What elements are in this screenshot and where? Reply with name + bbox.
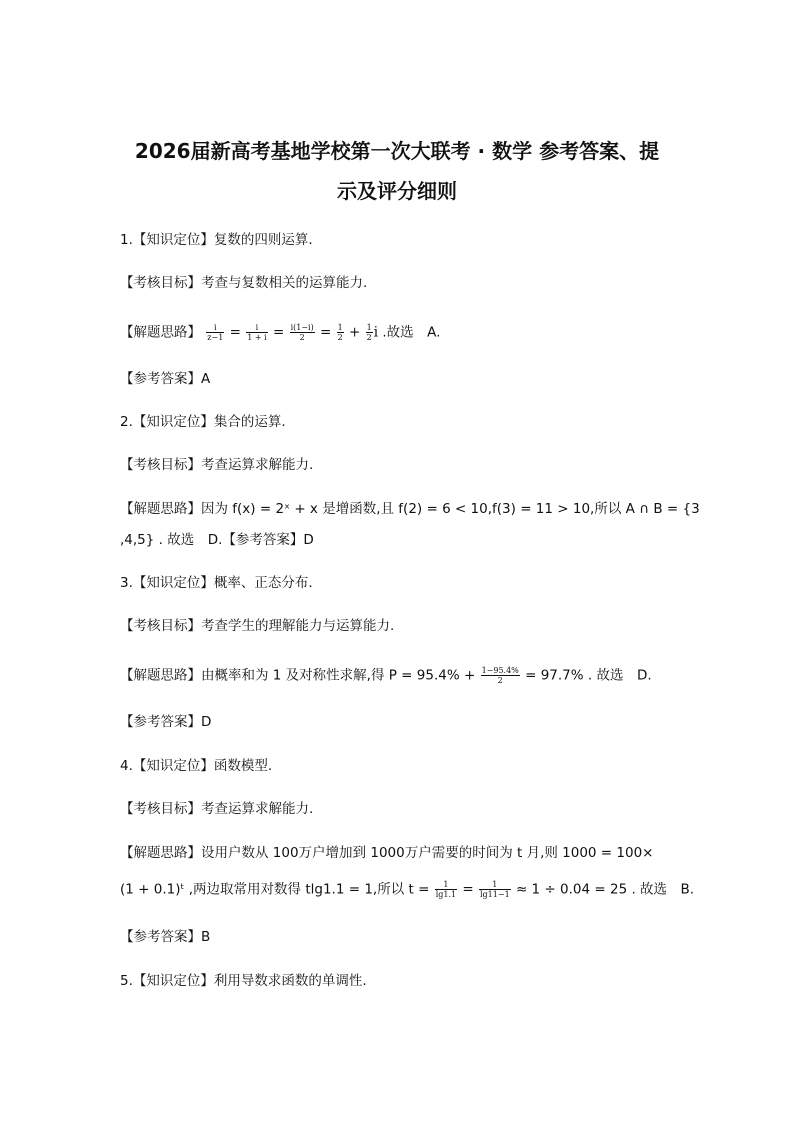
q5-knowledge: 5.【知识定位】利用导数求函数的单调性. xyxy=(120,973,367,989)
q3-fraction: $\frac{1-95.4\%}{2}$ xyxy=(481,666,519,685)
q3-answer: 【参考答案】D xyxy=(120,714,212,730)
q4-target: 【考核目标】考查运算求解能力. xyxy=(120,801,314,817)
q1-solution-label: 【解题思路】 xyxy=(120,324,201,341)
q4-fraction-2: $\frac{1}{\lg 11-1}$ xyxy=(480,880,510,899)
document-title-line-1: 2026届新高考基地学校第一次大联考 · 数学 参考答案、提 xyxy=(134,139,660,163)
q3-solution-post: = 97.7% . 故选 D. xyxy=(525,667,652,684)
q1-fraction-4: $\frac{1}{2}$ xyxy=(337,323,343,342)
q2-solution-line-2: ,4,5} . 故选 D.【参考答案】D xyxy=(120,532,314,548)
q4-solution-line-2: (1 + 0.1)ᵗ ,两边取常用对数得 tlg1.1 = 1,所以 t = $\frac{1}{\lg 1.1}$ = $\frac{1}{\lg 11-1}$ ≈ 1 ÷ 0.04 = 25 . 故选 B. xyxy=(120,880,695,899)
q4-solution-line-2-pre: (1 + 0.1)ᵗ ,两边取常用对数得 tlg1.1 = 1,所以 t = xyxy=(120,881,430,898)
q1-fraction-5: $\frac{1}{2}$ xyxy=(366,323,372,342)
q1-fraction-2: $\frac{i}{1 + i}$ xyxy=(247,323,267,342)
q1-solution: 【解题思路】 $\frac{i}{z-1}$ = $\frac{i}{1 + i}$ = $\frac{i(1-i)}{2}$ = $\frac{1}{2}$ + $\frac{1}{2}$ i .故选 A. xyxy=(120,323,441,342)
q1-answer: 【参考答案】A xyxy=(120,371,211,387)
q1-knowledge: 1.【知识定位】复数的四则运算. xyxy=(120,232,313,248)
q1-target: 【考核目标】考查与复数相关的运算能力. xyxy=(120,275,368,291)
q3-solution xyxy=(120,666,652,685)
q4-solution-line-2-post: ≈ 1 ÷ 0.04 = 25 . 故选 B. xyxy=(515,881,695,898)
q3-solution-pre: 【解题思路】由概率和为 1 及对称性求解,得 P = 95.4% + xyxy=(120,667,476,684)
q4-knowledge: 4.【知识定位】函数模型. xyxy=(120,758,273,774)
q3-knowledge: 3.【知识定位】概率、正态分布. xyxy=(120,575,313,591)
q1-fraction-3: $\frac{i(1-i)}{2}$ xyxy=(290,323,314,342)
q1-solution-tail: .故选 A. xyxy=(382,324,441,341)
q2-target: 【考核目标】考查运算求解能力. xyxy=(120,457,314,473)
document-title-line-2: 示及评分细则 xyxy=(337,179,457,203)
q3-target: 【考核目标】考查学生的理解能力与运算能力. xyxy=(120,618,395,634)
q4-solution-line-1: 【解题思路】设用户数从 100万户增加到 1000万户需要的时间为 t 月,则 1000 = 100× xyxy=(120,845,654,861)
q2-solution-line-1: 【解题思路】因为 f(x) = 2ˣ + x 是增函数,且 f(2) = 6 < 10,f(3) = 11 > 10,所以 A ∩ B = {3 xyxy=(120,501,700,517)
q4-answer: 【参考答案】B xyxy=(120,929,211,945)
q1-fraction-1: $\frac{i}{z-1}$ xyxy=(207,323,224,342)
q4-fraction-1: $\frac{1}{\lg 1.1}$ xyxy=(435,880,457,899)
q2-knowledge: 2.【知识定位】集合的运算. xyxy=(120,414,286,430)
